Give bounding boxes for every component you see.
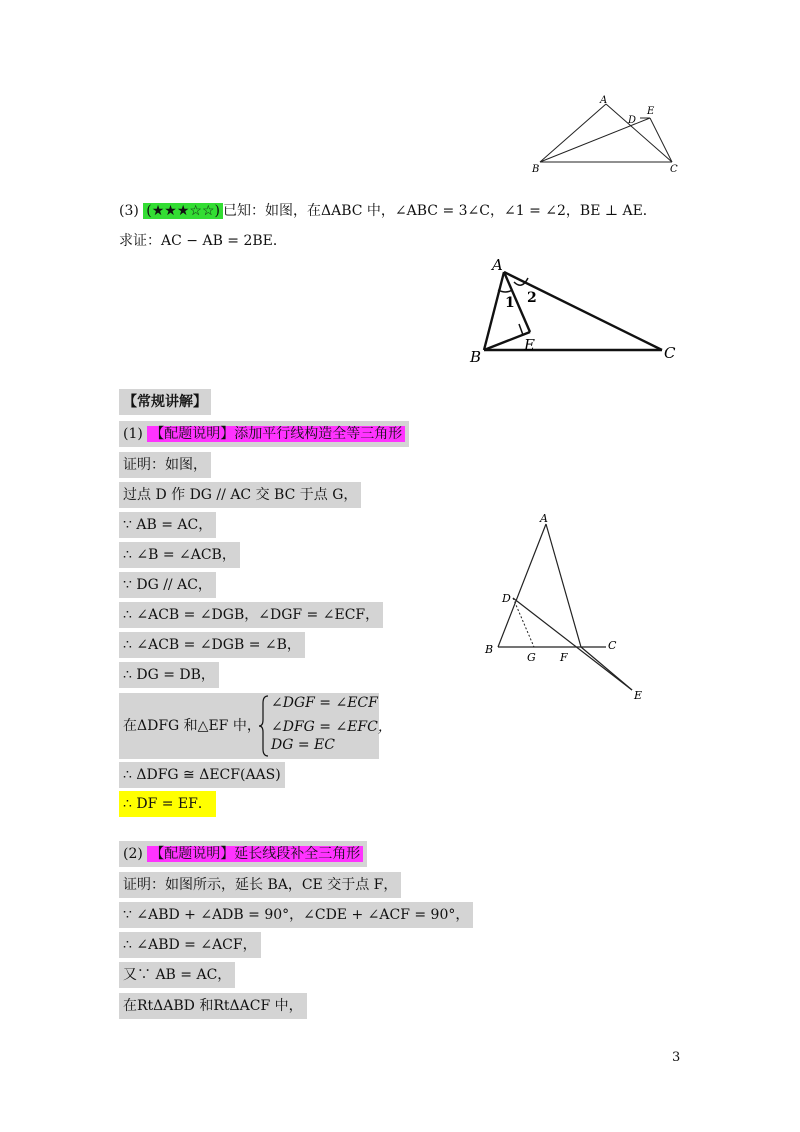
part2-line-3 xyxy=(119,962,235,988)
fig2-label-e: E xyxy=(524,336,535,354)
left-brace xyxy=(259,695,269,757)
part2-line-4 xyxy=(119,993,307,1019)
fig3-label-d: D xyxy=(502,592,511,605)
part1-line-0 xyxy=(119,452,211,478)
part1-conclusion xyxy=(119,791,216,817)
brace-line-0: ∠DGF = ∠ECF xyxy=(271,695,378,711)
part1-header xyxy=(119,421,409,447)
part1-line-5 xyxy=(119,602,383,628)
proof-line-text: 证明：如图所示，延长 BA，CE 交于点 F， xyxy=(119,872,401,898)
proof-line-text: ∴ DG = DB， xyxy=(119,662,219,688)
part1-line-1 xyxy=(119,482,361,508)
problem3-number: (3) xyxy=(119,203,139,219)
brace-line-2: DG = EC xyxy=(271,737,335,753)
page-number: 3 xyxy=(672,1050,681,1065)
part1-number: (1) xyxy=(123,426,143,442)
fig3-label-g: G xyxy=(527,651,536,664)
proof-line-text: ∴ ∠ACB = ∠DGB = ∠B， xyxy=(119,632,305,658)
part1-line-2 xyxy=(119,512,216,538)
fig1-label-a: A xyxy=(600,95,608,106)
part1-line-3 xyxy=(119,542,240,568)
problem3-statement-line xyxy=(119,198,657,224)
proof-line-text: ∴ ∠ABD = ∠ACF， xyxy=(119,932,261,958)
fig3-label-e: E xyxy=(634,689,643,702)
conclusion-text: ∴ DF = EF． xyxy=(119,791,216,817)
fig2-label-b: B xyxy=(470,348,482,366)
fig3-label-f: F xyxy=(560,651,568,664)
part1-line-6 xyxy=(119,632,305,658)
brace-line-1: ∠DFG = ∠EFC， xyxy=(271,719,392,735)
part2-header xyxy=(119,841,367,867)
fig2-angle-2: 2 xyxy=(527,290,537,306)
proof-line-text: ∵ DG // AC， xyxy=(119,572,216,598)
fig1-label-c: C xyxy=(670,164,678,175)
problem3-statement: 已知：如图，在ΔABC 中，∠ABC = 3∠C，∠1 = ∠2，BE ⊥ AE． xyxy=(222,203,657,219)
fig2-label-c: C xyxy=(664,344,676,362)
figure-2 xyxy=(466,252,688,370)
fig3-label-c: C xyxy=(608,639,617,652)
part2-line-2 xyxy=(119,932,261,958)
figure-3 xyxy=(482,510,652,705)
proof-line-text: ∴ ∠B = ∠ACB， xyxy=(119,542,240,568)
fig2-angle-1: 1 xyxy=(505,295,515,311)
proof-line-text: 又∵ AB = AC， xyxy=(119,962,235,988)
proof-line-text: ∴ ∠ACB = ∠DGB，∠DGF = ∠ECF， xyxy=(119,602,383,628)
brace-prefix: 在ΔDFG 和△EF 中， xyxy=(123,718,261,734)
section-title: 【常规讲解】 xyxy=(119,389,211,415)
part2-number: (2) xyxy=(123,846,143,862)
part2-line-1 xyxy=(119,902,473,928)
proof-line-text: ∵ ∠ABD + ∠ADB = 90°，∠CDE + ∠ACF = 90°， xyxy=(119,902,473,928)
part1-line-7 xyxy=(119,662,219,688)
part2-line-0 xyxy=(119,872,401,898)
difficulty-stars: (★★★☆☆) xyxy=(143,203,223,219)
proof-line-text: ∵ AB = AC， xyxy=(119,512,216,538)
proof-line-text: 过点 D 作 DG // AC 交 BC 于点 G， xyxy=(119,482,361,508)
proof-line-text: 证明：如图， xyxy=(119,452,211,478)
section-title-line xyxy=(119,389,211,415)
congruence-text: ∴ ΔDFG ≅ ΔECF(AAS) xyxy=(119,762,285,788)
part1-tag: 【配题说明】添加平行线构造全等三角形 xyxy=(147,426,405,442)
fig3-label-a: A xyxy=(540,512,548,525)
problem3-prove: 求证：AC − AB = 2BE． xyxy=(119,233,287,249)
fig2-label-a: A xyxy=(492,256,503,274)
figure-1 xyxy=(520,92,690,182)
part2-tag: 【配题说明】延长线段补全三角形 xyxy=(147,846,363,862)
fig1-label-b: B xyxy=(532,164,540,175)
proof-line-text: 在RtΔABD 和RtΔACF 中， xyxy=(119,993,307,1019)
fig1-label-d: D xyxy=(628,115,637,126)
part1-line-4 xyxy=(119,572,216,598)
fig1-label-e: E xyxy=(647,106,655,117)
fig3-label-b: B xyxy=(485,643,494,656)
part1-congruence xyxy=(119,762,285,788)
brace-system xyxy=(119,693,392,759)
